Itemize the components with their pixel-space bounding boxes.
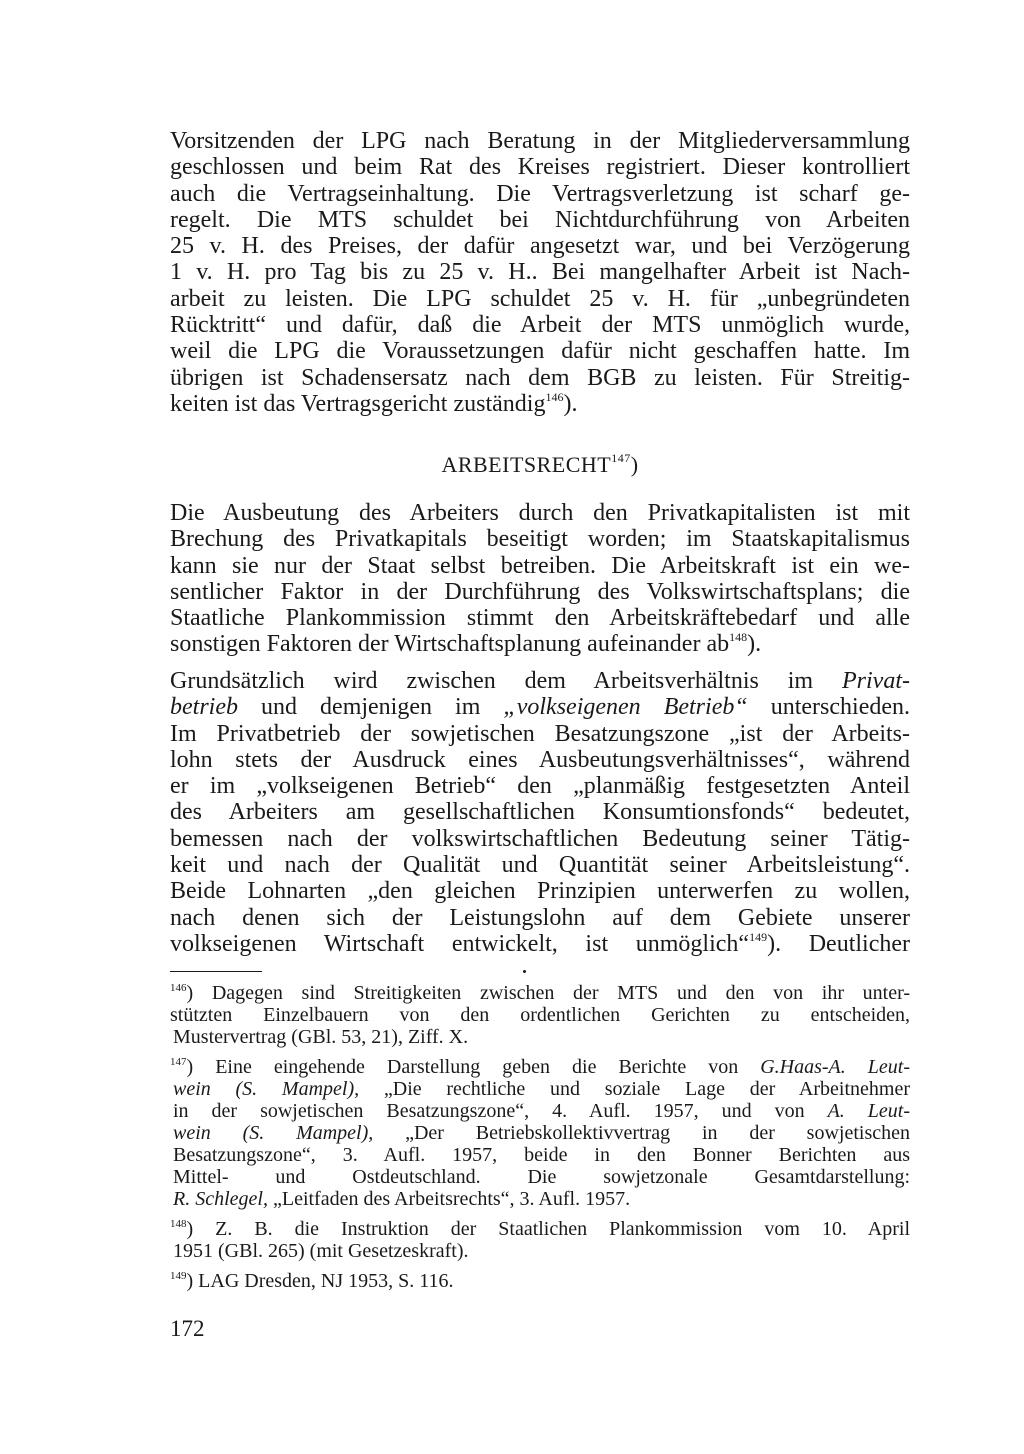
text-line: er im „volkseigenen Betrieb“ den „planmäßig festgesetzten Anteil [170,773,910,800]
heading-text: ARBEITSRECHT [441,452,612,477]
footnote-number [170,1056,193,1078]
footnote-line [170,1188,910,1210]
footnote-number [170,982,193,1004]
text-segment: Eine eingehende Darstellung geben die Berichte von [215,1056,761,1078]
paragraph-wage-types [170,668,910,957]
text-segment: Z. B. die Instruktion der Staatlichen Plankommission vom 10. April [215,1218,910,1240]
text-segment: und demjenigen im [237,694,504,721]
footnote-line [170,1122,910,1144]
text-line: Staatliche Plankommission stimmt den Arbeitskräftebedarf und alle [170,605,910,632]
text-segment: ). Deutlicher [767,930,911,957]
footnote-ref: 147 [611,451,631,465]
text-segment: unterschieden. [747,694,911,721]
text-line: keit und nach der Qualität und Quantität seiner Arbeitsleistung“. [170,852,910,879]
text-line [170,931,910,957]
paragraph-exploitation [170,500,910,658]
page-number: 172 [170,1316,205,1341]
footnote-ref: 148 [729,630,748,645]
text-line: Die Ausbeutung des Arbeiters durch den Privatkapitalisten ist mit [170,500,910,526]
text-segment: stützten Einzelbauern von den ordentlichen Gerichten zu entscheiden, [170,1004,910,1026]
text-line: lohn stets der Ausdruck eines Ausbeutungsverhältnisses“, während [170,746,910,773]
text-line: arbeit zu leisten. Die LPG schuldet 25 v. H. für „unbegründeten [170,285,910,312]
italic-segment: R. Schlegel, [173,1188,268,1210]
text-segment: ). [563,390,578,417]
footnote-line [170,1218,910,1240]
text-line: Vorsitzenden der LPG nach Beratung in der Mitgliederversammlung [170,128,910,154]
text-segment: volkseigenen Wirtschaft entwickelt, ist unmöglich“ [170,930,750,957]
text-line: Beide Lohnarten „den gleichen Prinzipien unterwerfen zu wollen, [170,878,910,905]
text-line [170,668,910,694]
footnote-line: Mittel- und Ostdeutschland. Die sowjetzonale Gesamtdarstellung: [173,1166,910,1188]
paragraph-lpg-contract [170,128,910,417]
text-segment: LAG Dresden, NJ 1953, S. 116. [198,1270,454,1292]
footnote-number-digits: 147 [170,1056,187,1068]
footnote-number [170,1218,193,1240]
text-line: Im Privatbetrieb der sowjetischen Besatzungszone „ist der Arbeits- [170,720,910,747]
italic-segment: wein (S. Mampel), [173,1078,360,1100]
footnote-146 [170,982,910,1048]
text-line [170,631,910,657]
footnote-line [170,982,910,1004]
text-line: kann sie nur der Staat selbst betreiben. Die Arbeitskraft ist ein we- [170,552,910,579]
footnote-number-digits: 146 [170,982,187,994]
footnote-line [170,1056,910,1078]
footnote-line [170,1078,910,1100]
text-line: weil die LPG die Voraussetzungen dafür nicht geschaffen hatte. Im [170,338,910,365]
footnote-line [170,1270,910,1292]
footnote-number-digits: 148 [170,1218,187,1230]
text-segment: sonstigen Faktoren der Wirtschaftsplanung aufeinander ab [170,631,730,658]
text-line: des Arbeiters am gesellschaftlichen Konsumtionsfonds“ bedeutet, [170,799,910,826]
italic-segment: Privat- [842,668,910,694]
italic-segment: „volkseigenen Betrieb“ [503,694,748,721]
text-line: nach denen sich der Leistungslohn auf dem Gebiete unserer [170,904,910,931]
text-segment: ). [747,631,762,658]
text-segment: „Leitfaden des Arbeitsrechts“, 3. Aufl. 1957. [267,1188,631,1210]
text-line: 1 v. H. pro Tag bis zu 25 v. H.. Bei mangelhafter Arbeit ist Nach- [170,259,910,286]
footnote-number-digits: 149 [170,1270,187,1282]
footnote-148 [170,1218,910,1262]
text-line [170,391,910,417]
text-line: regelt. Die MTS schuldet bei Nichtdurchführung von Arbeiten [170,206,910,233]
text-segment: Dagegen sind Streitigkeiten zwischen der MTS und den von ihr unter- [211,982,910,1004]
text-line: geschlossen und beim Rat des Kreises registriert. Dieser kontrolliert [170,154,910,181]
footnote-147 [170,1056,910,1210]
heading-end: ) [630,452,639,477]
print-speck [523,970,526,973]
footnote-line: 1951 (GBl. 265) (mit Gesetzeskraft). [173,1240,469,1262]
text-line: 25 v. H. des Preises, der dafür angesetzt war, und bei Verzögerung [170,233,910,260]
text-line [170,694,910,720]
footnote-number [170,1270,193,1292]
footnote-line [170,1004,910,1026]
text-line: übrigen ist Schadensersatz nach dem BGB zu leisten. Für Streitig- [170,364,910,391]
text-segment: „Der Betriebskollektivvertrag in der sowjetischen [373,1122,910,1144]
footnote-line [170,1100,910,1122]
footnote-number-paren: ) [186,1218,194,1240]
italic-segment: G.Haas-A. Leut- [760,1056,910,1078]
text-line: sentlicher Faktor in der Durchführung des Volkswirtschaftsplans; die [170,578,910,605]
footnotes [170,982,910,1300]
footnote-number-paren: ) [186,1270,194,1292]
footnote-line: Mustervertrag (GBl. 53, 21), Ziff. X. [173,1026,469,1048]
text-segment: Grundsätzlich wird zwischen dem Arbeitsverhältnis im [170,668,843,694]
italic-segment: betrieb [170,694,238,721]
footnote-ref: 149 [749,929,768,944]
text-segment: keiten ist das Vertragsgericht zuständig [170,390,546,417]
text-line: Brechung des Privatkapitals beseitigt worden; im Staatskapitalismus [170,526,910,553]
footnote-number-paren: ) [186,982,194,1004]
footnote-line: Besatzungszone“, 3. Aufl. 1957, beide in den Bonner Berichten aus [173,1144,910,1166]
italic-segment: A. Leut- [827,1100,910,1122]
italic-segment: wein (S. Mampel), [173,1122,374,1144]
section-heading [170,452,910,478]
text-line: bemessen nach der volkswirtschaftlichen Bedeutung seiner Tätig- [170,825,910,852]
text-segment: in der sowjetischen Besatzungszone“, 4. Aufl. 1957, und von [173,1100,828,1122]
text-line: Rücktritt“ und dafür, daß die Arbeit der MTS unmöglich wurde, [170,312,910,339]
footnote-149 [170,1270,910,1292]
text-line: auch die Vertragseinhaltung. Die Vertragsverletzung ist scharf ge- [170,180,910,207]
footnote-number-paren: ) [186,1056,194,1078]
footnote-separator [170,971,262,972]
footnote-ref: 146 [545,389,564,404]
text-segment: „Die rechtliche und soziale Lage der Arbeitnehmer [359,1078,910,1100]
